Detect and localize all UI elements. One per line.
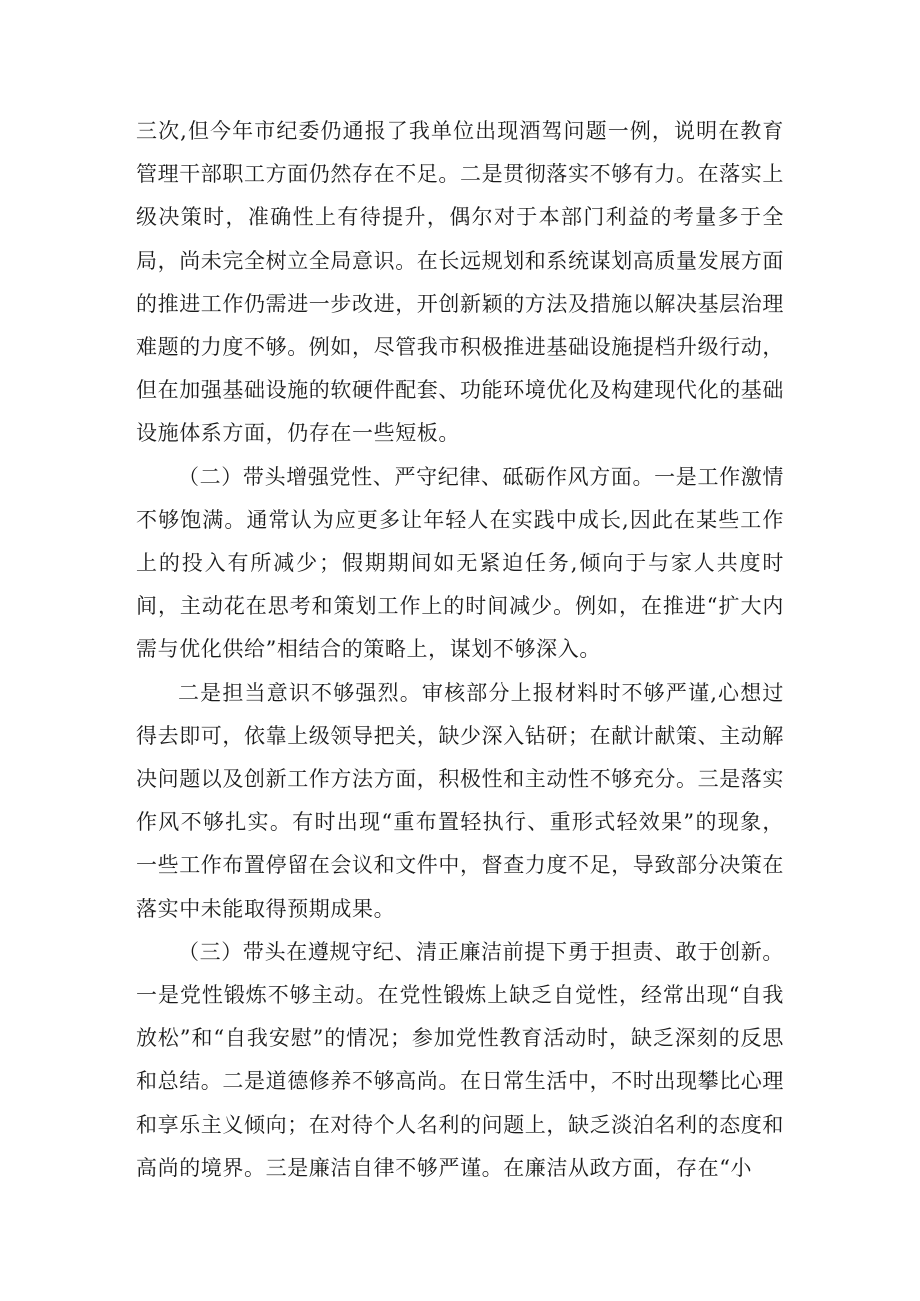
paragraph-2: （二）带头增强党性、严守纪律、砥砺作风方面。一是工作激情不够饱满。通常认为应更多让年轻人在实践中成长,因此在某些工作上的投入有所减少；假期期间如无紧迫任务,倾向于与家人共度时间，主动花在思考和策划工作上的时间减少。例如，在推进“扩大内需与优化供给”相结合的策略上，谋划不够深入。 <box>136 464 784 662</box>
paragraph-1: 三次,但今年市纪委仍通报了我单位出现酒驾问题一例，说明在教育管理干部职工方面仍然存在不足。二是贯彻落实不够有力。在落实上级决策时，准确性上有待提升，偶尔对于本部门利益的考量多于全局，尚未完全树立全局意识。在长远规划和系统谋划高质量发展方面的推进工作仍需进一步改进，开创新颖的方法及措施以解决基层治理难题的力度不够。例如，尽管我市积极推进基础设施提档升级行动，但在加强基础设施的软硬件配套、功能环境优化及构建现代化的基础设施体系方面，仍存在一些短板。 <box>136 119 784 446</box>
paragraph-4: （三）带头在遵规守纪、清正廉洁前提下勇于担责、敢于创新。一是党性锻炼不够主动。在党性锻炼上缺乏自觉性，经常出现“自我放松”和“自我安慰”的情况；参加党性教育活动时，缺乏深刻的反思和总结。二是道德修养不够高尚。在日常生活中，不时出现攀比心理和享乐主义倾向；在对待个人名利的问题上，缺乏淡泊名利的态度和高尚的境界。三是廉洁自律不够严谨。在廉洁从政方面，存在“小 <box>136 939 784 1180</box>
paragraph-3: 二是担当意识不够强烈。审核部分上报材料时不够严谨,心想过得去即可，依靠上级领导把关，缺少深入钻研；在献计献策、主动解决问题以及创新工作方法方面，积极性和主动性不够充分。三是落实作风不够扎实。有时出现“重布置轻执行、重形式轻效果”的现象，一些工作布置停留在会议和文件中，督查力度不足，导致部分决策在落实中未能取得预期成果。 <box>136 680 784 921</box>
document-body <box>136 110 784 1190</box>
